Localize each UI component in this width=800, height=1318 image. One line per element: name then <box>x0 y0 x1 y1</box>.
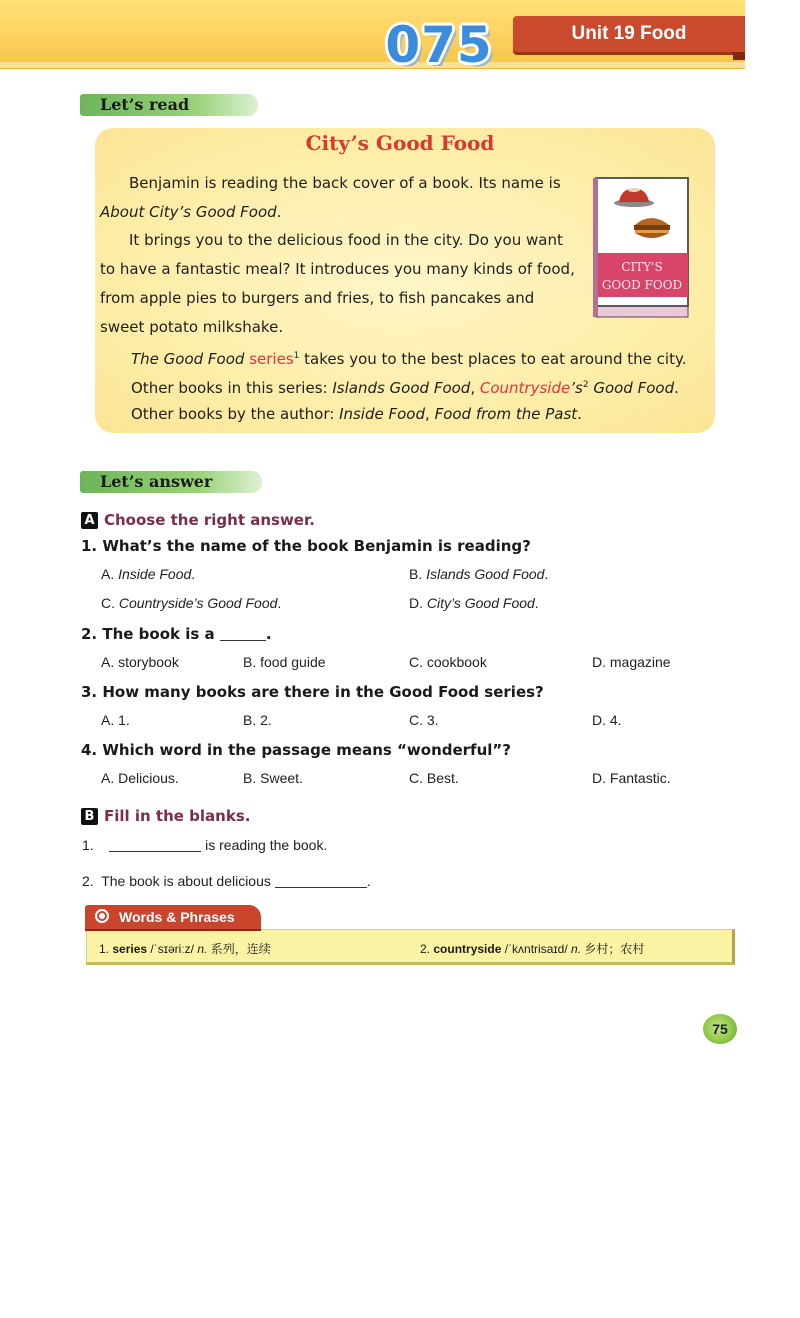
header-stripe <box>0 62 745 68</box>
paragraph-2-line-2: to have a fantastic meal? It introduces you many kinds of food, <box>100 260 575 278</box>
question-3: 3. How many books are there in the Good Food series? <box>81 683 544 701</box>
section-a-heading: A Choose the right answer. <box>81 511 315 529</box>
page-badge: 075 <box>385 16 493 74</box>
q1-option-b[interactable]: B. Islands Good Food. <box>409 566 549 582</box>
q2-answer-blank[interactable] <box>220 640 266 641</box>
book-cover-illustration <box>593 175 691 323</box>
paragraph-1-line-1: Benjamin is reading the back cover of a book. Its name is <box>129 174 561 192</box>
q1-option-d[interactable]: D. City’s Good Food. <box>409 595 539 611</box>
fill-blank-2-input[interactable] <box>275 887 367 888</box>
q2-option-d[interactable]: D. magazine <box>592 654 671 670</box>
section-a-badge: A <box>81 512 98 529</box>
lets-read-label: Let’s read <box>80 94 258 116</box>
fill-blank-1: 1. is reading the book. <box>82 837 328 853</box>
q3-option-b[interactable]: B. 2. <box>243 712 272 728</box>
fill-blank-2: 2. The book is about delicious . <box>82 873 371 889</box>
q4-option-a[interactable]: A. Delicious. <box>101 770 179 786</box>
q4-option-d[interactable]: D. Fantastic. <box>592 770 671 786</box>
target-circle-icon <box>95 909 109 923</box>
glossary-entry-series: 1. series /ˈsɪəriːz/ n. 系列，连续 <box>99 942 271 956</box>
page-number: 75 <box>703 1014 737 1044</box>
q3-option-d[interactable]: D. 4. <box>592 712 622 728</box>
glossary-word-series: series <box>249 350 294 368</box>
fill-blank-1-input[interactable] <box>109 851 201 852</box>
unit-tab-fold <box>733 52 745 60</box>
book-cover-title-2: GOOD FOOD <box>601 278 683 292</box>
q2-option-c[interactable]: C. cookbook <box>409 654 487 670</box>
q4-option-c[interactable]: C. Best. <box>409 770 459 786</box>
reading-title: City’s Good Food <box>305 131 495 155</box>
q1-option-c[interactable]: C. Countryside’s Good Food. <box>101 595 282 611</box>
q1-option-a[interactable]: A. Inside Food. <box>101 566 196 582</box>
paragraph-2-line-3: from apple pies to burgers and fries, to fish pancakes and <box>100 289 535 307</box>
q3-option-c[interactable]: C. 3. <box>409 712 439 728</box>
paragraph-1-line-2: About City’s Good Food. <box>100 203 282 221</box>
book-cover-title-1: CITY'S <box>621 260 663 274</box>
glossary-entry-countryside: 2. countryside /ˈkʌntrisaɪd/ n. 乡村；农村 <box>420 942 645 956</box>
section-b-badge: B <box>81 808 98 825</box>
unit-title-tab: Unit 19 Food <box>513 16 745 52</box>
glossary-word-countryside: Countryside <box>479 379 571 397</box>
words-phrases-tab: Words & Phrases <box>85 905 261 929</box>
paragraph-2-line-1: It brings you to the delicious food in the city. Do you want <box>129 231 563 249</box>
q3-option-a[interactable]: A. 1. <box>101 712 130 728</box>
q2-option-a[interactable]: A. storybook <box>101 654 179 670</box>
q4-option-b[interactable]: B. Sweet. <box>243 770 303 786</box>
paragraph-2-line-4: sweet potato milkshake. <box>100 318 284 336</box>
paragraph-5: Other books by the author: Inside Food, Food from the Past. <box>131 405 582 423</box>
question-4: 4. Which word in the passage means “wonderful”? <box>81 741 511 759</box>
book-title-inline: About City’s Good Food <box>100 203 277 221</box>
paragraph-4: Other books in this series: Islands Good Food, $Countryside’s^2$ Good Food. <box>131 379 679 397</box>
paragraph-3: The Good Food series$^1$ takes you to the best places to eat around the city. <box>131 350 687 368</box>
question-2: 2. The book is a . <box>81 625 272 643</box>
q2-option-b[interactable]: B. food guide <box>243 654 326 670</box>
lets-answer-label: Let’s answer <box>80 471 262 493</box>
section-b-heading: B Fill in the blanks. <box>81 807 250 825</box>
question-1: 1. What’s the name of the book Benjamin is reading? <box>81 537 531 555</box>
